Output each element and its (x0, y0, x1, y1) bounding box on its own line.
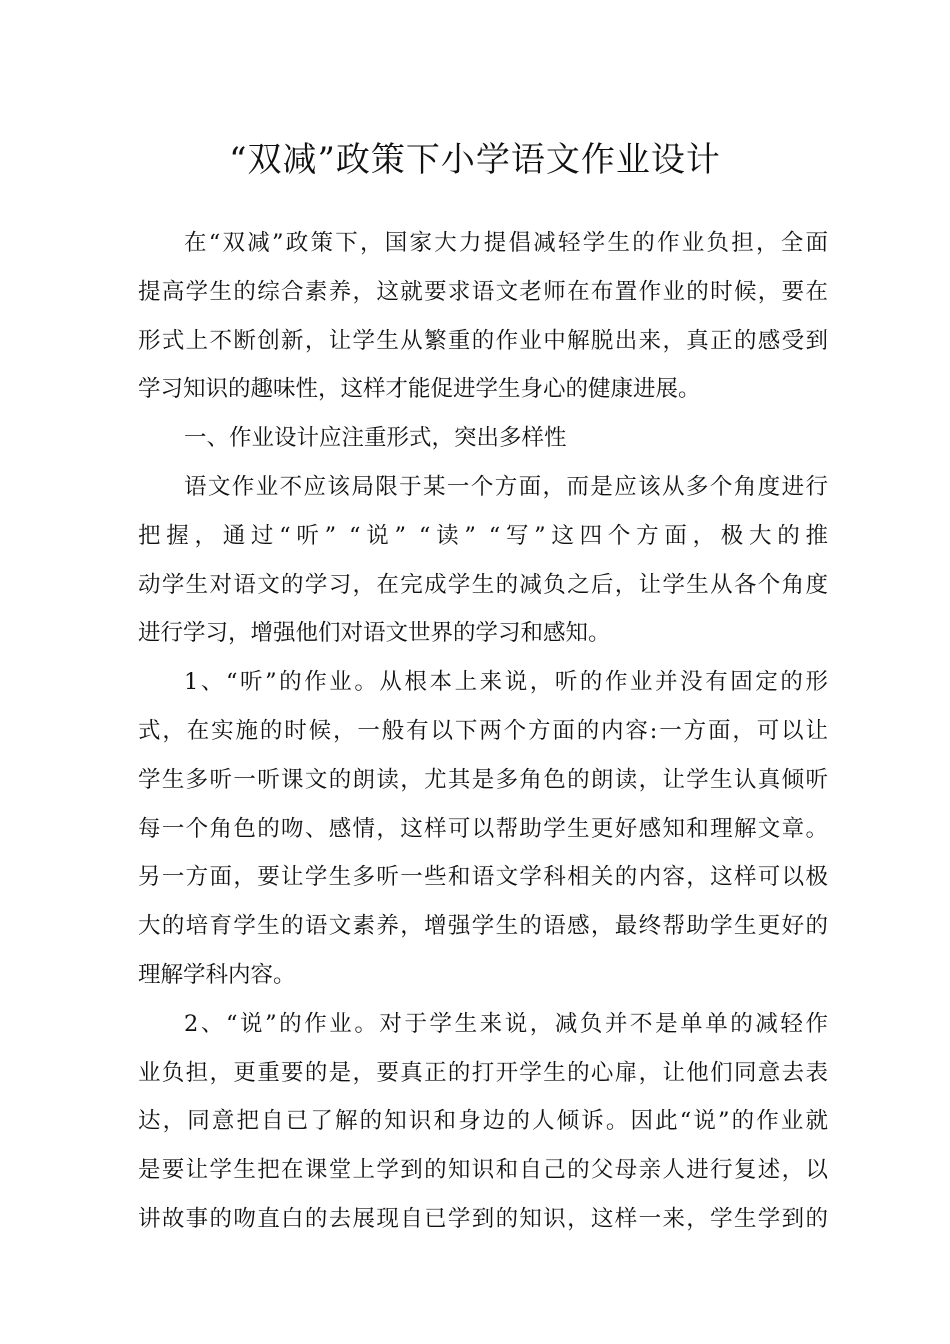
paragraph (138, 658, 828, 1000)
text-line: 理解学科内容。 (138, 961, 296, 988)
text-line: 大的培育学生的语文素养，增强学生的语感，最终帮助学生更好的 (138, 913, 828, 940)
document-body (138, 219, 828, 1244)
text-line: 达，同意把自已了解的知识和身边的人倾诉。因此“说”的作业就 (138, 1108, 828, 1135)
text-line: 2、“说”的作业。对于学生来说，减负并不是单单的减轻作 (184, 1010, 828, 1037)
document-title: “双减”政策下小学语文作业设计 (229, 140, 721, 180)
heading-line: 一、作业设计应注重形式，突出多样性 (184, 425, 567, 452)
text-line: 是要让学生把在课堂上学到的知识和自己的父母亲人进行复述，以 (138, 1157, 828, 1184)
text-line: 讲故事的吻直白的去展现自已学到的知识，这样一来，学生学到的 (138, 1205, 828, 1232)
paragraph (138, 1000, 828, 1244)
text-line: 式，在实施的时候，一般有以下两个方面的内容:一方面，可以让 (138, 717, 828, 744)
text-line: 学生多听一听课文的朗读，尤其是多角色的朗读，让学生认真倾听 (138, 766, 828, 793)
text-line: 语文作业不应该局限于某一个方面，而是应该从多个角度进行 (184, 473, 828, 500)
text-line: 在“双减”政策下，国家大力提倡减轻学生的作业负担，全面 (184, 230, 828, 256)
text-line: 提高学生的综合素养，这就要求语文老师在布置作业的时候，要在 (138, 278, 828, 305)
paragraph (138, 219, 828, 414)
text-line: 1、“听”的作业。从根本上来说，听的作业并没有固定的形 (184, 669, 828, 696)
section-heading (138, 414, 828, 463)
text-line: 每一个角色的吻、感情，这样可以帮助学生更好感知和理解文章。 (138, 815, 828, 842)
text-line: 学习知识的趣味性，这样才能促进学生身心的健康进展。 (138, 376, 701, 403)
text-line: 进行学习，增强他们对语文世界的学习和感知。 (138, 620, 611, 647)
text-line: 形式上不断创新，让学生从繁重的作业中解脱出来，真正的感受到 (138, 327, 828, 354)
text-line: 业负担，更重要的是，要真正的打开学生的心扉，让他们同意去表 (138, 1059, 828, 1086)
text-line: 动学生对语文的学习，在完成学生的减负之后，让学生从各个角度 (138, 571, 828, 598)
text-line: 另一方面，要让学生多听一些和语文学科相关的内容，这样可以极 (138, 864, 828, 891)
paragraph (138, 463, 828, 658)
text-line: 把握，通过“听” “说” “读” “写”这四个方面，极大的推 (138, 522, 828, 549)
